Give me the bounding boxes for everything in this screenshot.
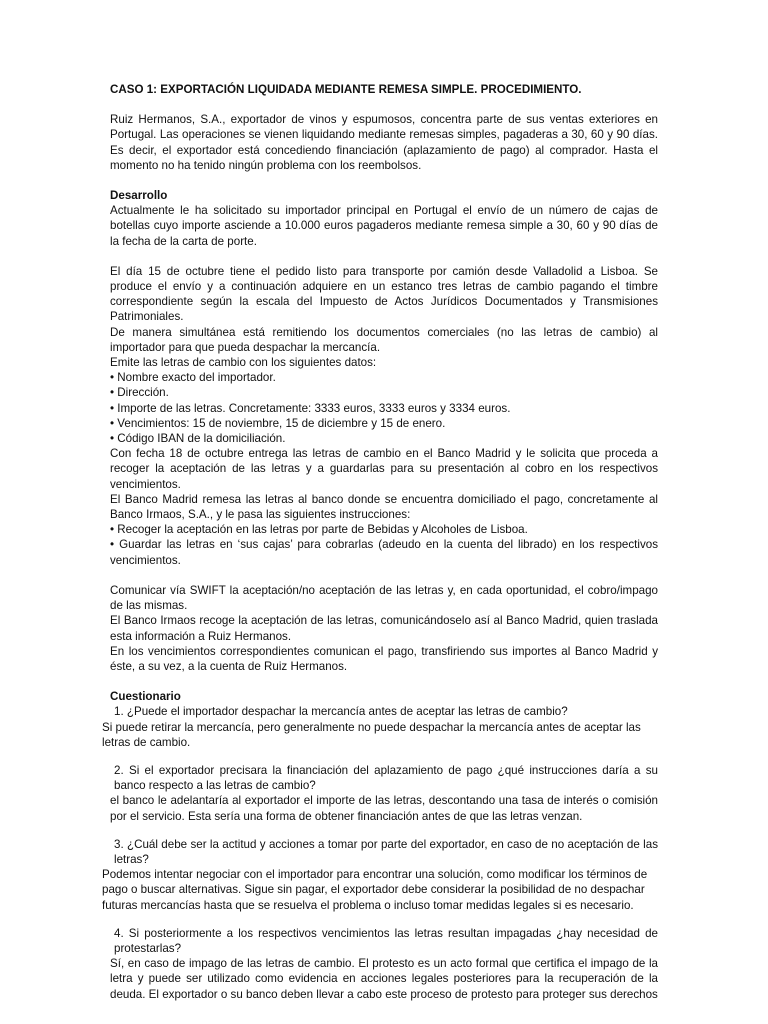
- question-1: 1. ¿Puede el importador despachar la mercancía antes de aceptar las letras de cambio?: [114, 705, 568, 719]
- desarrollo-paragraph-8: El Banco Irmaos recoge la aceptación de las letras, comunicándoselo así al Banco Madrid, quien traslada esta información a Ruiz Hermanos.: [110, 614, 658, 643]
- answer-2: el banco le adelantaría al exportador el importe de las letras, descontando una tasa de interés o comisión por el servicio. Esta sería una forma de obtener financiación antes de que las letras venzan.: [110, 794, 658, 823]
- answer-3: Podemos intentar negociar con el importador para encontrar una solución, como modificar los términos de pago o buscar alternativas. Sigue sin pagar, el exportador debe considerar la posibilidad de no despachar futuras mercancías hasta que se resuelva el problema o incluso tomar medidas legales si es necesario.: [102, 868, 648, 912]
- desarrollo-paragraph-2: El día 15 de octubre tiene el pedido listo para transporte por camión desde Valladolid a Lisboa. Se produce el envío y a continuación adquiere en un estanco tres letras de cambio pagando el timbre correspondiente según la escala del Impuesto de Actos Jurídicos Documentados y Transmisiones Patrimoniales.: [110, 264, 658, 324]
- bullet-item: • Vencimientos: 15 de noviembre, 15 de diciembre y 15 de enero.: [110, 416, 658, 431]
- bullet-item: • Guardar las letras en ‘sus cajas’ para cobrarlas (adeudo en la cuenta del librado) en los respectivos vencimientos.: [110, 537, 658, 567]
- answer-4: Sí, en caso de impago de las letras de cambio. El protesto es un acto formal que certifica el impago de la letra y puede ser utilizado como evidencia en acciones legales posteriores para la recuperación de la deuda. El exportador o su banco deben llevar a cabo este proceso de protesto para proteger sus derechos: [110, 957, 658, 1001]
- desarrollo-paragraph-1: Actualmente le ha solicitado su importador principal en Portugal el envío de un número de cajas de botellas cuyo importe asciende a 10.000 euros pagaderos mediante remesa simple a 30, 60 y 90 días de la fecha de la carta de porte.: [110, 204, 658, 248]
- desarrollo-heading: Desarrollo: [110, 189, 168, 203]
- intro-paragraph: Ruiz Hermanos, S.A., exportador de vinos y espumosos, concentra parte de sus ventas exteriores en Portugal. Las operaciones se vienen liquidando mediante remesas simples, pagaderas a 30, 60 y 90 días. Es decir, el exportador está concediendo financiación (aplazamiento de pago) al comprador. Hasta el momento no ha tenido ningún problema con los reembolsos.: [110, 113, 658, 172]
- desarrollo-paragraph-9: En los vencimientos correspondientes comunican el pago, transfiriendo sus importes al Banco Madrid y éste, a su vez, a la cuenta de Ruiz Hermanos.: [110, 644, 658, 673]
- question-3: 3. ¿Cuál debe ser la actitud y acciones a tomar por parte del exportador, en caso de no aceptación de las letras?: [114, 837, 658, 866]
- bullet-item: • Nombre exacto del importador.: [110, 370, 658, 385]
- question-4: 4. Si posteriormente a los respectivos vencimientos las letras resultan impagadas ¿hay necesidad de protestarlas?: [114, 926, 658, 955]
- desarrollo-paragraph-7: Comunicar vía SWIFT la aceptación/no aceptación de las letras y, en cada oportunidad, el cobro/impago de las mismas.: [110, 583, 658, 613]
- bullet-item: • Importe de las letras. Concretamente: 3333 euros, 3333 euros y 3334 euros.: [110, 401, 658, 416]
- desarrollo-paragraph-3: De manera simultánea está remitiendo los documentos comerciales (no las letras de cambio) al importador para que pueda despachar la mercancía.: [110, 325, 658, 354]
- answer-1: Si puede retirar la mercancía, pero generalmente no puede despachar la mercancía antes de aceptar las letras de cambio.: [102, 720, 641, 749]
- desarrollo-paragraph-4: Emite las letras de cambio con los siguientes datos:: [110, 356, 377, 370]
- desarrollo-paragraph-5: Con fecha 18 de octubre entrega las letras de cambio en el Banco Madrid y le solicita que proceda a recoger la aceptación de las letras y a guardarlas para su presentación al cobro en los respectivos vencimientos.: [110, 447, 658, 491]
- bullet-item: • Recoger la aceptación en las letras por parte de Bebidas y Alcoholes de Lisboa.: [110, 522, 658, 537]
- bullet-item: • Dirección.: [110, 385, 658, 400]
- bullet-item: • Código IBAN de la domiciliación.: [110, 431, 658, 446]
- question-2: 2. Si el exportador precisara la financiación del aplazamiento de pago ¿qué instrucciones daría a su banco respecto a las letras de cambio?: [114, 763, 658, 793]
- document-title: CASO 1: EXPORTACIÓN LIQUIDADA MEDIANTE REMESA SIMPLE. PROCEDIMIENTO.: [110, 83, 582, 96]
- cuestionario-heading: Cuestionario: [110, 690, 181, 704]
- desarrollo-paragraph-6: El Banco Madrid remesa las letras al banco donde se encuentra domiciliado el pago, concretamente al Banco Irmaos, S.A., y le pasa las siguientes instrucciones:: [110, 492, 658, 522]
- document-body: [102, 82, 659, 1002]
